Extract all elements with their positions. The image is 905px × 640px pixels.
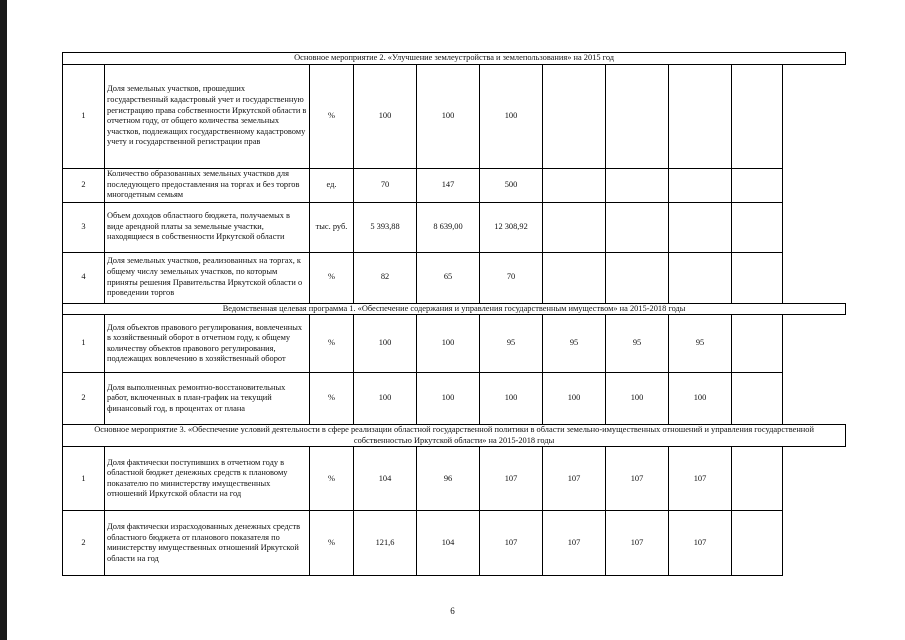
value-cell — [669, 168, 732, 202]
value-cell — [732, 373, 783, 425]
unit-of-measure: % — [310, 315, 354, 373]
value-cell — [732, 168, 783, 202]
section-title: Ведомственная целевая программа 1. «Обеспечение содержания и управления государственным имуществом» на 2015-2018 годы — [63, 303, 846, 315]
indicators-table — [62, 52, 846, 576]
value-cell — [606, 252, 669, 303]
value-cell: 100 — [417, 64, 480, 168]
section-title: Основное мероприятие 2. «Улучшение землеустройства и землепользования» на 2015 год — [63, 53, 846, 65]
value-cell — [543, 168, 606, 202]
indicator-name: Доля фактически израсходованных денежных средств областного бюджета от планового показателя по министерству имущественных отношений Иркутской области на год — [105, 511, 310, 576]
value-cell: 100 — [480, 64, 543, 168]
value-cell: 100 — [417, 315, 480, 373]
unit-of-measure: тыс. руб. — [310, 202, 354, 252]
unit-of-measure: % — [310, 64, 354, 168]
value-cell: 121,6 — [354, 511, 417, 576]
value-cell: 100 — [354, 373, 417, 425]
table-row — [63, 447, 846, 511]
value-cell — [606, 202, 669, 252]
row-number: 1 — [63, 447, 105, 511]
indicator-name: Количество образованных земельных участков для последующего предоставления на торгах и без торгов многодетным семьям — [105, 168, 310, 202]
value-cell: 104 — [354, 447, 417, 511]
value-cell: 82 — [354, 252, 417, 303]
value-cell: 8 639,00 — [417, 202, 480, 252]
row-number: 1 — [63, 64, 105, 168]
indicator-name: Доля фактически поступивших в отчетном году в областной бюджет денежных средств к плановому показателю по министерству имущественных отношений Иркутской области на год — [105, 447, 310, 511]
value-cell — [543, 64, 606, 168]
row-number: 3 — [63, 202, 105, 252]
indicator-name: Доля земельных участков, реализованных на торгах, к общему числу земельных участков, по которым приняты решения Правительства Иркутской области о проведении торгов — [105, 252, 310, 303]
value-cell — [669, 64, 732, 168]
section-title: Основное мероприятие 3. «Обеспечение условий деятельности в сфере реализации областной государственной политики в области земельно-имущественных отношений и управления государственной собственностью Иркутской области» на 2015-2018 годы — [63, 425, 846, 447]
table-body — [63, 53, 846, 576]
value-cell — [732, 252, 783, 303]
value-cell — [732, 315, 783, 373]
value-cell — [732, 511, 783, 576]
row-number: 2 — [63, 168, 105, 202]
table-row — [63, 202, 846, 252]
value-cell — [606, 64, 669, 168]
value-cell — [669, 202, 732, 252]
value-cell: 95 — [669, 315, 732, 373]
value-cell: 96 — [417, 447, 480, 511]
value-cell: 100 — [354, 315, 417, 373]
value-cell — [732, 64, 783, 168]
value-cell: 100 — [417, 373, 480, 425]
value-cell: 95 — [480, 315, 543, 373]
indicator-name: Доля выполненных ремонтно-восстановительных работ, включенных в план-график на текущий финансовый год, в процентах от плана — [105, 373, 310, 425]
section-header-row — [63, 53, 846, 65]
value-cell: 70 — [354, 168, 417, 202]
value-cell: 5 393,88 — [354, 202, 417, 252]
value-cell: 95 — [606, 315, 669, 373]
section-header-row — [63, 303, 846, 315]
value-cell: 100 — [543, 373, 606, 425]
row-number: 2 — [63, 373, 105, 425]
value-cell: 104 — [417, 511, 480, 576]
unit-of-measure: % — [310, 447, 354, 511]
table-row — [63, 168, 846, 202]
value-cell — [543, 252, 606, 303]
value-cell: 12 308,92 — [480, 202, 543, 252]
value-cell: 70 — [480, 252, 543, 303]
value-cell: 107 — [669, 511, 732, 576]
indicator-name: Доля земельных участков, прошедших государственный кадастровый учет и государственную регистрацию права собственности Иркутской области в отчетном году, от общего количества земельных участков, подлежащих государственному кадастровому учету и государственной регистрации прав — [105, 64, 310, 168]
value-cell: 500 — [480, 168, 543, 202]
table-row — [63, 315, 846, 373]
unit-of-measure: % — [310, 252, 354, 303]
value-cell: 107 — [543, 447, 606, 511]
value-cell: 100 — [480, 373, 543, 425]
section-header-row — [63, 425, 846, 447]
table-row — [63, 252, 846, 303]
unit-of-measure: % — [310, 373, 354, 425]
indicator-name: Доля объектов правового регулирования, вовлеченных в хозяйственный оборот в отчетном году, к общему количеству объектов правового регулирования, подлежащих вовлечению в хозяйственный оборот — [105, 315, 310, 373]
table-row — [63, 511, 846, 576]
value-cell: 107 — [480, 447, 543, 511]
value-cell: 100 — [606, 373, 669, 425]
table-row — [63, 373, 846, 425]
value-cell: 107 — [669, 447, 732, 511]
value-cell: 65 — [417, 252, 480, 303]
value-cell: 107 — [606, 447, 669, 511]
value-cell: 107 — [543, 511, 606, 576]
value-cell — [732, 447, 783, 511]
value-cell: 95 — [543, 315, 606, 373]
indicator-name: Объем доходов областного бюджета, получаемых в виде арендной платы за земельные участки, находящиеся в собственности Иркутской области — [105, 202, 310, 252]
value-cell: 147 — [417, 168, 480, 202]
row-number: 4 — [63, 252, 105, 303]
scan-edge — [0, 0, 7, 640]
unit-of-measure: % — [310, 511, 354, 576]
value-cell — [543, 202, 606, 252]
value-cell — [606, 168, 669, 202]
value-cell — [669, 252, 732, 303]
page-number: 6 — [450, 606, 455, 616]
value-cell: 100 — [354, 64, 417, 168]
value-cell: 100 — [669, 373, 732, 425]
value-cell: 107 — [606, 511, 669, 576]
row-number: 1 — [63, 315, 105, 373]
table-row — [63, 64, 846, 168]
row-number: 2 — [63, 511, 105, 576]
value-cell — [732, 202, 783, 252]
unit-of-measure: ед. — [310, 168, 354, 202]
value-cell: 107 — [480, 511, 543, 576]
